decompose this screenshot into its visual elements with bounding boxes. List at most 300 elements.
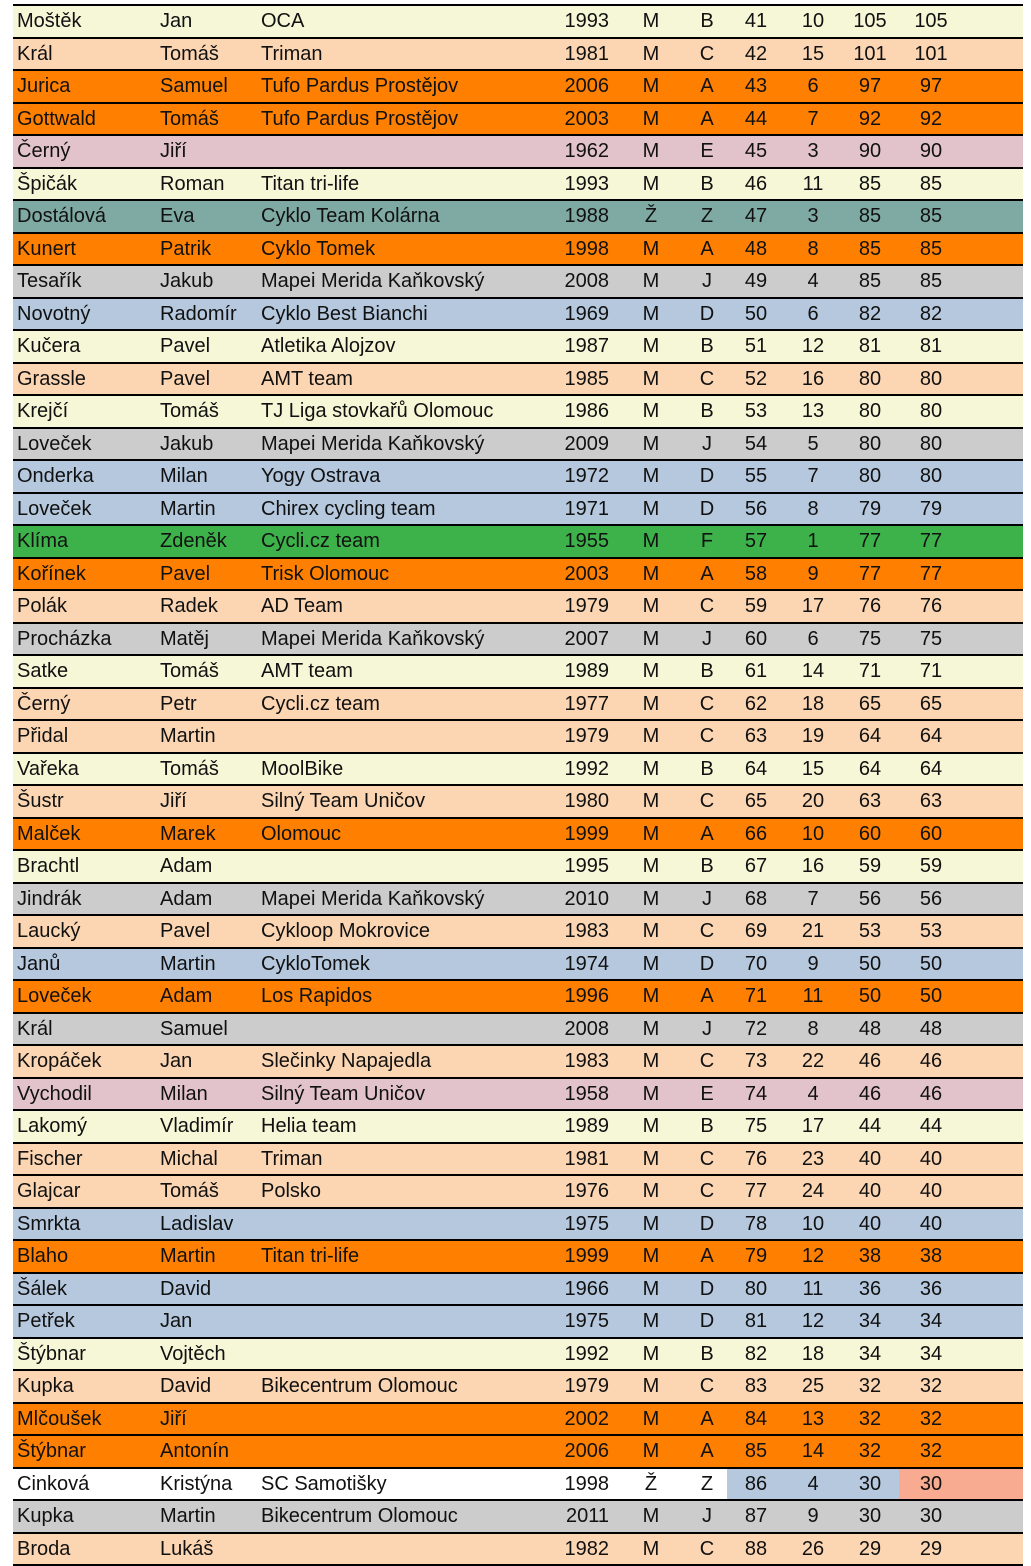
first-name-cell: Milan: [160, 461, 208, 492]
last-name-cell: Petřek: [17, 1306, 75, 1337]
club-cell: Cycli.cz team: [261, 526, 380, 557]
first-name-cell: Samuel: [160, 71, 228, 102]
first-name-cell: Jan: [160, 1306, 192, 1337]
table-row: [13, 786, 1023, 819]
table-row: [13, 169, 1023, 202]
total-cell: 46: [899, 1079, 963, 1110]
sex-cell: M: [633, 461, 669, 492]
club-cell: Titan tri-life: [261, 169, 359, 200]
category-rank-cell: 4: [785, 1079, 841, 1110]
points-cell: 90: [841, 136, 899, 167]
category-rank-cell: 20: [785, 786, 841, 817]
total-cell: 80: [899, 461, 963, 492]
category-cell: C: [689, 1371, 725, 1402]
sex-cell: M: [633, 624, 669, 655]
points-cell: 92: [841, 104, 899, 135]
category-rank-cell: 12: [785, 1306, 841, 1337]
first-name-cell: Martin: [160, 721, 216, 752]
total-cell: 59: [899, 851, 963, 882]
table-row: [13, 981, 1023, 1014]
sex-cell: M: [633, 949, 669, 980]
overall-rank-cell: 84: [727, 1404, 785, 1435]
total-cell: 92: [899, 104, 963, 135]
category-rank-cell: 15: [785, 39, 841, 70]
total-cell: 32: [899, 1371, 963, 1402]
sex-cell: M: [633, 1404, 669, 1435]
total-cell: 30: [899, 1469, 963, 1500]
table-row: [13, 234, 1023, 267]
table-row: [13, 104, 1023, 137]
category-cell: C: [689, 39, 725, 70]
sex-cell: M: [633, 169, 669, 200]
points-cell: 50: [841, 981, 899, 1012]
category-cell: Z: [689, 1469, 725, 1500]
birth-year-cell: 1955: [533, 526, 609, 557]
birth-year-cell: 1993: [533, 6, 609, 37]
category-rank-cell: 9: [785, 559, 841, 590]
first-name-cell: Lukáš: [160, 1534, 213, 1565]
sex-cell: M: [633, 396, 669, 427]
club-cell: Cyklo Team Kolárna: [261, 201, 440, 232]
total-cell: 105: [899, 6, 963, 37]
total-cell: 40: [899, 1209, 963, 1240]
points-cell: 81: [841, 331, 899, 362]
category-rank-cell: 18: [785, 689, 841, 720]
birth-year-cell: 1987: [533, 331, 609, 362]
club-cell: AMT team: [261, 656, 353, 687]
table-row: [13, 461, 1023, 494]
sex-cell: M: [633, 364, 669, 395]
overall-rank-cell: 83: [727, 1371, 785, 1402]
overall-rank-cell: 68: [727, 884, 785, 915]
points-cell: 71: [841, 656, 899, 687]
last-name-cell: Brachtl: [17, 851, 79, 882]
overall-rank-cell: 41: [727, 6, 785, 37]
first-name-cell: Tomáš: [160, 754, 219, 785]
total-cell: 79: [899, 494, 963, 525]
table-row: [13, 429, 1023, 462]
first-name-cell: Pavel: [160, 331, 210, 362]
total-cell: 80: [899, 364, 963, 395]
points-cell: 79: [841, 494, 899, 525]
birth-year-cell: 1975: [533, 1209, 609, 1240]
overall-rank-cell: 54: [727, 429, 785, 460]
club-cell: Mapei Merida Kaňkovský: [261, 884, 484, 915]
first-name-cell: Milan: [160, 1079, 208, 1110]
first-name-cell: David: [160, 1371, 211, 1402]
club-cell: Bikecentrum Olomouc: [261, 1371, 458, 1402]
sex-cell: Ž: [633, 201, 669, 232]
last-name-cell: Loveček: [17, 494, 92, 525]
club-cell: OCA: [261, 6, 304, 37]
points-cell: 85: [841, 234, 899, 265]
birth-year-cell: 1976: [533, 1176, 609, 1207]
sex-cell: M: [633, 6, 669, 37]
points-cell: 30: [841, 1469, 899, 1500]
overall-rank-cell: 70: [727, 949, 785, 980]
sex-cell: M: [633, 916, 669, 947]
category-rank-cell: 14: [785, 1436, 841, 1467]
last-name-cell: Krejčí: [17, 396, 68, 427]
category-cell: D: [689, 1306, 725, 1337]
points-cell: 30: [841, 1501, 899, 1532]
sex-cell: M: [633, 299, 669, 330]
category-rank-cell: 24: [785, 1176, 841, 1207]
overall-rank-cell: 48: [727, 234, 785, 265]
category-cell: A: [689, 234, 725, 265]
first-name-cell: Jiří: [160, 1404, 187, 1435]
category-cell: B: [689, 396, 725, 427]
table-row: [13, 656, 1023, 689]
results-table: [13, 4, 1023, 1566]
total-cell: 85: [899, 169, 963, 200]
table-row: [13, 1209, 1023, 1242]
last-name-cell: Moštěk: [17, 6, 81, 37]
total-cell: 101: [899, 39, 963, 70]
last-name-cell: Král: [17, 39, 53, 70]
overall-rank-cell: 63: [727, 721, 785, 752]
overall-rank-cell: 61: [727, 656, 785, 687]
last-name-cell: Král: [17, 1014, 53, 1045]
category-cell: J: [689, 429, 725, 460]
points-cell: 76: [841, 591, 899, 622]
overall-rank-cell: 59: [727, 591, 785, 622]
overall-rank-cell: 42: [727, 39, 785, 70]
sex-cell: M: [633, 819, 669, 850]
birth-year-cell: 1989: [533, 1111, 609, 1142]
total-cell: 85: [899, 266, 963, 297]
total-cell: 85: [899, 234, 963, 265]
total-cell: 56: [899, 884, 963, 915]
sex-cell: M: [633, 1046, 669, 1077]
total-cell: 50: [899, 949, 963, 980]
club-cell: Chirex cycling team: [261, 494, 436, 525]
points-cell: 48: [841, 1014, 899, 1045]
category-cell: D: [689, 1209, 725, 1240]
sex-cell: M: [633, 526, 669, 557]
last-name-cell: Vařeka: [17, 754, 79, 785]
total-cell: 64: [899, 754, 963, 785]
points-cell: 85: [841, 201, 899, 232]
total-cell: 85: [899, 201, 963, 232]
last-name-cell: Smrkta: [17, 1209, 80, 1240]
category-rank-cell: 19: [785, 721, 841, 752]
table-row: [13, 266, 1023, 299]
first-name-cell: Roman: [160, 169, 224, 200]
overall-rank-cell: 80: [727, 1274, 785, 1305]
table-row: [13, 721, 1023, 754]
category-rank-cell: 3: [785, 201, 841, 232]
total-cell: 76: [899, 591, 963, 622]
category-rank-cell: 11: [785, 1274, 841, 1305]
birth-year-cell: 1981: [533, 1144, 609, 1175]
table-row: [13, 1274, 1023, 1307]
first-name-cell: Vojtěch: [160, 1339, 226, 1370]
category-cell: C: [689, 1534, 725, 1565]
club-cell: Cyklo Tomek: [261, 234, 375, 265]
category-rank-cell: 10: [785, 1209, 841, 1240]
birth-year-cell: 1979: [533, 1371, 609, 1402]
category-cell: C: [689, 689, 725, 720]
overall-rank-cell: 64: [727, 754, 785, 785]
birth-year-cell: 1966: [533, 1274, 609, 1305]
table-row: [13, 1014, 1023, 1047]
birth-year-cell: 2009: [533, 429, 609, 460]
sex-cell: M: [633, 1501, 669, 1532]
table-row: [13, 1111, 1023, 1144]
overall-rank-cell: 58: [727, 559, 785, 590]
overall-rank-cell: 75: [727, 1111, 785, 1142]
category-cell: C: [689, 786, 725, 817]
category-rank-cell: 8: [785, 494, 841, 525]
category-cell: A: [689, 559, 725, 590]
table-row: [13, 1404, 1023, 1437]
total-cell: 50: [899, 981, 963, 1012]
category-cell: A: [689, 71, 725, 102]
last-name-cell: Černý: [17, 136, 70, 167]
first-name-cell: Tomáš: [160, 1176, 219, 1207]
category-cell: A: [689, 104, 725, 135]
category-rank-cell: 4: [785, 266, 841, 297]
table-row: [13, 591, 1023, 624]
table-row: [13, 819, 1023, 852]
total-cell: 53: [899, 916, 963, 947]
birth-year-cell: 2011: [533, 1501, 609, 1532]
sex-cell: M: [633, 494, 669, 525]
last-name-cell: Jurica: [17, 71, 70, 102]
first-name-cell: Martin: [160, 1501, 216, 1532]
points-cell: 97: [841, 71, 899, 102]
last-name-cell: Kořínek: [17, 559, 86, 590]
birth-year-cell: 2008: [533, 1014, 609, 1045]
overall-rank-cell: 65: [727, 786, 785, 817]
sex-cell: M: [633, 754, 669, 785]
sex-cell: M: [633, 981, 669, 1012]
table-row: [13, 1469, 1023, 1502]
table-row: [13, 1306, 1023, 1339]
category-cell: A: [689, 819, 725, 850]
category-cell: C: [689, 591, 725, 622]
total-cell: 60: [899, 819, 963, 850]
category-rank-cell: 15: [785, 754, 841, 785]
birth-year-cell: 1986: [533, 396, 609, 427]
last-name-cell: Kupka: [17, 1371, 74, 1402]
table-row: [13, 1501, 1023, 1534]
first-name-cell: Michal: [160, 1144, 218, 1175]
first-name-cell: Jiří: [160, 136, 187, 167]
sex-cell: Ž: [633, 1469, 669, 1500]
table-row: [13, 526, 1023, 559]
category-rank-cell: 22: [785, 1046, 841, 1077]
points-cell: 77: [841, 526, 899, 557]
points-cell: 59: [841, 851, 899, 882]
birth-year-cell: 1958: [533, 1079, 609, 1110]
birth-year-cell: 1989: [533, 656, 609, 687]
birth-year-cell: 1971: [533, 494, 609, 525]
birth-year-cell: 1975: [533, 1306, 609, 1337]
first-name-cell: Adam: [160, 884, 212, 915]
birth-year-cell: 1998: [533, 1469, 609, 1500]
club-cell: AMT team: [261, 364, 353, 395]
birth-year-cell: 2003: [533, 559, 609, 590]
first-name-cell: Ladislav: [160, 1209, 233, 1240]
club-cell: Bikecentrum Olomouc: [261, 1501, 458, 1532]
birth-year-cell: 1981: [533, 39, 609, 70]
category-cell: D: [689, 461, 725, 492]
table-row: [13, 1436, 1023, 1469]
last-name-cell: Černý: [17, 689, 70, 720]
total-cell: 63: [899, 786, 963, 817]
last-name-cell: Polák: [17, 591, 67, 622]
table-row: [13, 1144, 1023, 1177]
table-row: [13, 1371, 1023, 1404]
first-name-cell: Antonín: [160, 1436, 229, 1467]
birth-year-cell: 2007: [533, 624, 609, 655]
overall-rank-cell: 67: [727, 851, 785, 882]
last-name-cell: Loveček: [17, 429, 92, 460]
category-cell: B: [689, 1339, 725, 1370]
last-name-cell: Loveček: [17, 981, 92, 1012]
category-cell: A: [689, 981, 725, 1012]
last-name-cell: Cinková: [17, 1469, 89, 1500]
sex-cell: M: [633, 559, 669, 590]
total-cell: 34: [899, 1306, 963, 1337]
birth-year-cell: 2002: [533, 1404, 609, 1435]
last-name-cell: Klíma: [17, 526, 68, 557]
total-cell: 46: [899, 1046, 963, 1077]
sex-cell: M: [633, 656, 669, 687]
last-name-cell: Kropáček: [17, 1046, 102, 1077]
first-name-cell: Tomáš: [160, 39, 219, 70]
first-name-cell: Adam: [160, 851, 212, 882]
table-row: [13, 39, 1023, 72]
points-cell: 80: [841, 461, 899, 492]
club-cell: Silný Team Uničov: [261, 1079, 425, 1110]
category-rank-cell: 9: [785, 1501, 841, 1532]
category-rank-cell: 8: [785, 1014, 841, 1045]
first-name-cell: Pavel: [160, 916, 210, 947]
overall-rank-cell: 73: [727, 1046, 785, 1077]
category-rank-cell: 25: [785, 1371, 841, 1402]
table-row: [13, 71, 1023, 104]
total-cell: 29: [899, 1534, 963, 1565]
table-row: [13, 1241, 1023, 1274]
birth-year-cell: 1983: [533, 1046, 609, 1077]
sex-cell: M: [633, 1144, 669, 1175]
club-cell: Titan tri-life: [261, 1241, 359, 1272]
category-cell: A: [689, 1241, 725, 1272]
category-rank-cell: 3: [785, 136, 841, 167]
category-rank-cell: 13: [785, 396, 841, 427]
sex-cell: M: [633, 1176, 669, 1207]
last-name-cell: Broda: [17, 1534, 70, 1565]
category-cell: B: [689, 331, 725, 362]
club-cell: Helia team: [261, 1111, 357, 1142]
category-cell: B: [689, 169, 725, 200]
points-cell: 29: [841, 1534, 899, 1565]
birth-year-cell: 1995: [533, 851, 609, 882]
overall-rank-cell: 74: [727, 1079, 785, 1110]
club-cell: Silný Team Uničov: [261, 786, 425, 817]
birth-year-cell: 1999: [533, 1241, 609, 1272]
last-name-cell: Kupka: [17, 1501, 74, 1532]
category-cell: B: [689, 851, 725, 882]
table-row: [13, 201, 1023, 234]
total-cell: 38: [899, 1241, 963, 1272]
club-cell: Triman: [261, 39, 322, 70]
points-cell: 77: [841, 559, 899, 590]
club-cell: Yogy Ostrava: [261, 461, 380, 492]
first-name-cell: Vladimír: [160, 1111, 233, 1142]
last-name-cell: Tesařík: [17, 266, 81, 297]
category-cell: C: [689, 1176, 725, 1207]
birth-year-cell: 1972: [533, 461, 609, 492]
points-cell: 40: [841, 1176, 899, 1207]
club-cell: Atletika Alojzov: [261, 331, 396, 362]
sex-cell: M: [633, 1241, 669, 1272]
club-cell: MoolBike: [261, 754, 343, 785]
sex-cell: M: [633, 786, 669, 817]
points-cell: 40: [841, 1209, 899, 1240]
sex-cell: M: [633, 591, 669, 622]
last-name-cell: Onderka: [17, 461, 94, 492]
overall-rank-cell: 62: [727, 689, 785, 720]
table-row: [13, 396, 1023, 429]
points-cell: 64: [841, 721, 899, 752]
first-name-cell: Jan: [160, 1046, 192, 1077]
last-name-cell: Štýbnar: [17, 1339, 86, 1370]
category-rank-cell: 17: [785, 1111, 841, 1142]
club-cell: Mapei Merida Kaňkovský: [261, 266, 484, 297]
first-name-cell: Pavel: [160, 559, 210, 590]
last-name-cell: Gottwald: [17, 104, 96, 135]
sex-cell: M: [633, 721, 669, 752]
birth-year-cell: 1980: [533, 786, 609, 817]
points-cell: 53: [841, 916, 899, 947]
overall-rank-cell: 43: [727, 71, 785, 102]
category-rank-cell: 10: [785, 6, 841, 37]
category-rank-cell: 12: [785, 1241, 841, 1272]
category-cell: E: [689, 136, 725, 167]
table-row: [13, 6, 1023, 39]
points-cell: 38: [841, 1241, 899, 1272]
last-name-cell: Dostálová: [17, 201, 106, 232]
first-name-cell: Tomáš: [160, 104, 219, 135]
points-cell: 36: [841, 1274, 899, 1305]
category-cell: J: [689, 884, 725, 915]
overall-rank-cell: 45: [727, 136, 785, 167]
overall-rank-cell: 60: [727, 624, 785, 655]
overall-rank-cell: 72: [727, 1014, 785, 1045]
points-cell: 46: [841, 1079, 899, 1110]
total-cell: 40: [899, 1176, 963, 1207]
category-cell: B: [689, 1111, 725, 1142]
total-cell: 82: [899, 299, 963, 330]
overall-rank-cell: 46: [727, 169, 785, 200]
club-cell: Mapei Merida Kaňkovský: [261, 429, 484, 460]
first-name-cell: Pavel: [160, 364, 210, 395]
birth-year-cell: 1985: [533, 364, 609, 395]
total-cell: 44: [899, 1111, 963, 1142]
last-name-cell: Kučera: [17, 331, 80, 362]
sex-cell: M: [633, 1079, 669, 1110]
first-name-cell: Tomáš: [160, 656, 219, 687]
table-row: [13, 1079, 1023, 1112]
category-rank-cell: 16: [785, 851, 841, 882]
birth-year-cell: 1983: [533, 916, 609, 947]
total-cell: 71: [899, 656, 963, 687]
category-cell: E: [689, 1079, 725, 1110]
